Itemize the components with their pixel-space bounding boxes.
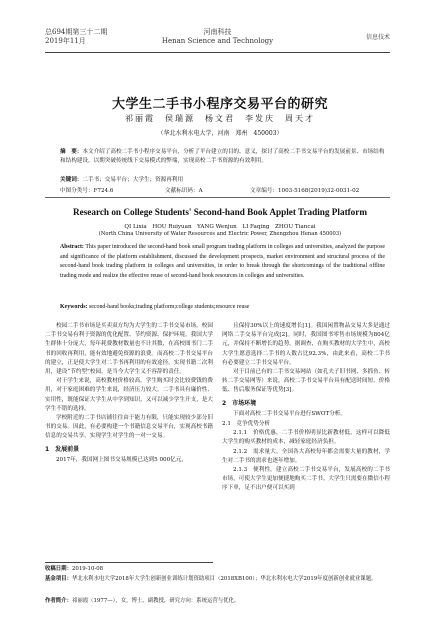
section-rule (45, 197, 390, 198)
body-column-left (45, 322, 213, 465)
header-rule (45, 52, 390, 53)
subsection-heading: 2.1 竞争优势分析 (222, 421, 271, 428)
body-paragraph: 对于目前已有的二手书交易网站（如孔夫子旧书网、多抓鱼、转转二手交易网等）来说，高校二手书交易平台具有配送时间短、价格低、售后服务保证等优势[3]。 (222, 369, 390, 394)
abstract-cn-label: 摘 要： (60, 149, 83, 155)
issue-number: 总694期第三十二期 (45, 28, 108, 36)
author-bio-text: 祁丽霞（1977—），女，博士，副教授，研究方向：系统运营与优化。 (71, 598, 240, 604)
section-heading: 2 市场环境 (222, 399, 257, 407)
keywords-en-label: Keywords: (60, 304, 88, 310)
body-paragraph: 2.1.1 价格优惠。二手书价格明显比新教材低，这样可以降低大学生的购买教材的成本，减轻家庭经济负担。 (222, 430, 390, 446)
affiliation: （华北水利水电大学，河南 郑州 450003） (157, 130, 283, 137)
journal-name-en: Henan Science and Technology (161, 37, 274, 45)
body-paragraph: 2017年，我国网上图书交易规模已达到5 000亿元， (56, 456, 187, 463)
keywords-cn-text: 二手书；交易平台；大学生；资源再利用 (82, 177, 184, 183)
issue-date: 2019年11月 (45, 37, 86, 45)
keywords-en-text: second-hand books;trading platform;college students;resource reuse (88, 304, 250, 310)
body-paragraph: 2.1.2 需求量大。全国各大高校每年都会需要大量的教材，学生对二手书的需求也逐年增加。 (222, 448, 390, 464)
article-number: 文章编号：1003-5168(2019)32-0031-02 (250, 188, 360, 194)
footnote-author (45, 597, 390, 606)
abstract-en (60, 243, 385, 281)
section-heading: 1 发展前景 (45, 445, 80, 453)
received-label: 收稿日期： (45, 566, 72, 572)
author-list-en: QI Lixia HOU Ruiyuan YANG Wenjun LI Faqing ZHOU Tiancai (124, 224, 316, 230)
author-list: 祁丽霞 侯瑞源 杨文君 李发庆 周天才 (125, 114, 315, 123)
received-date: 2019-10-08 (71, 566, 104, 572)
author-bio-label: 作者简介： (45, 598, 72, 604)
abstract-cn (60, 148, 385, 166)
footnote-rule (45, 562, 213, 563)
abstract-en-text: This paper introduced the second-hand book small program trading platform in colleges and universities, analyzed the purpose and significance of the platform establishment, discussed the development prospects, market environment and structural process of the second-hand book trading platform in colleges and universities, in order to break through the shortcomings of the traditional offline trading mode and realize the effective reuse of second-hand book resources in colleges and universities. (60, 244, 385, 279)
footnote-fund (45, 575, 390, 584)
journal-name (45, 28, 390, 46)
clc-number: 中图分类号：F724.6 (60, 188, 114, 194)
body-paragraph: 2.1.3 便利性。建立高校二手书交易平台，发展高校的二手书市场，可使大学生更加便捷地购买二手书。大学生只需要在微信小程序下单，足不出户便可以买到 (222, 467, 390, 492)
abstract-en-label: Abstract: (60, 244, 84, 250)
fund-text: 华北水利水电大学2018年大学生创新创业训练计划资助项目（2018XB100）；华北水利水电大学2019年度创新创业就业课题。 (71, 576, 377, 582)
footnote-received (45, 565, 390, 574)
body-paragraph: 下面对高校二手书交易平台进行SWOT分析。 (233, 410, 346, 417)
journal-name-cn: 河南科技 (203, 28, 232, 36)
body-paragraph: 对于学生来说，高校教材价格较高，学生购买时会比较费钱的费用，对于家庭困难的学生来说，经济压力较大。二手书具有廉价性、实用性，既能保证大学生从中学到知识，又可以减少学生开支，是大学生不错的选择。 (45, 378, 213, 412)
abstract-cn-text: 本文介绍了高校二手书小程序交易平台，分析了平台建立的目的、意义，探讨了高校二手书交易平台的发展前景、市场结构和结构建设，以期突破传统线下交易模式的弊端，实现高校二手书资源的有效利用。 (60, 149, 385, 164)
keywords-cn (60, 176, 385, 185)
fund-label: 基金项目： (45, 576, 72, 582)
body-column-right (222, 322, 390, 494)
paper-title-en: Research on College Students' Second-hand Book Applet Trading Platform (72, 207, 368, 217)
document-code: 文献标识码：A (165, 188, 203, 194)
paper-title: 大学生二手书小程序交易平台的研究 (111, 97, 328, 112)
body-paragraph: 学校附近的二手书店铺往往由于能力有限，只能实现较少部分旧书的交易。因此，有必要构建一个书籍信息交易平台，实现高校书籍信息的交易共享，实现学生对学生的一对一交易。 (45, 415, 213, 440)
keywords-en (60, 304, 385, 310)
keywords-cn-label: 关键词： (60, 177, 83, 183)
affiliation-en: (North China University of Water Resources and Electric Power, Zhengzhou Henan 450003) (98, 231, 342, 237)
body-paragraph: 且保持30%以上的速度增长[1]。我国闲置物品交易大多是通过网络二手交易平台完成[2]。同时，我国图书零售市场规模为804亿元，并保持不断增长的趋势。据调查，在购买教材的大学生中，高校大学生愿意选择二手书的人数占比92.3%，由此来看，高校二手书有必要建立二手书交易平台。 (222, 323, 390, 366)
section-label: 信息技术 (365, 34, 390, 41)
body-paragraph: 校园二手书市场是买卖双方均为大学生的二手书交易市场。校园二手书交易有利于资源的优化配置、节约资源、保护环境。我国大学生群体十分庞大，每年耗费教材数量也不计其数，在高校图书门二手书的回收再利用，能有效地避免资源的浪费。而高校二手书交易平台的建立，正是使大学生对二手书再利用的有效途径。实现书籍二次利用，建设“节约型”校园，是当今大学生义不容辞的责任。 (45, 323, 213, 376)
